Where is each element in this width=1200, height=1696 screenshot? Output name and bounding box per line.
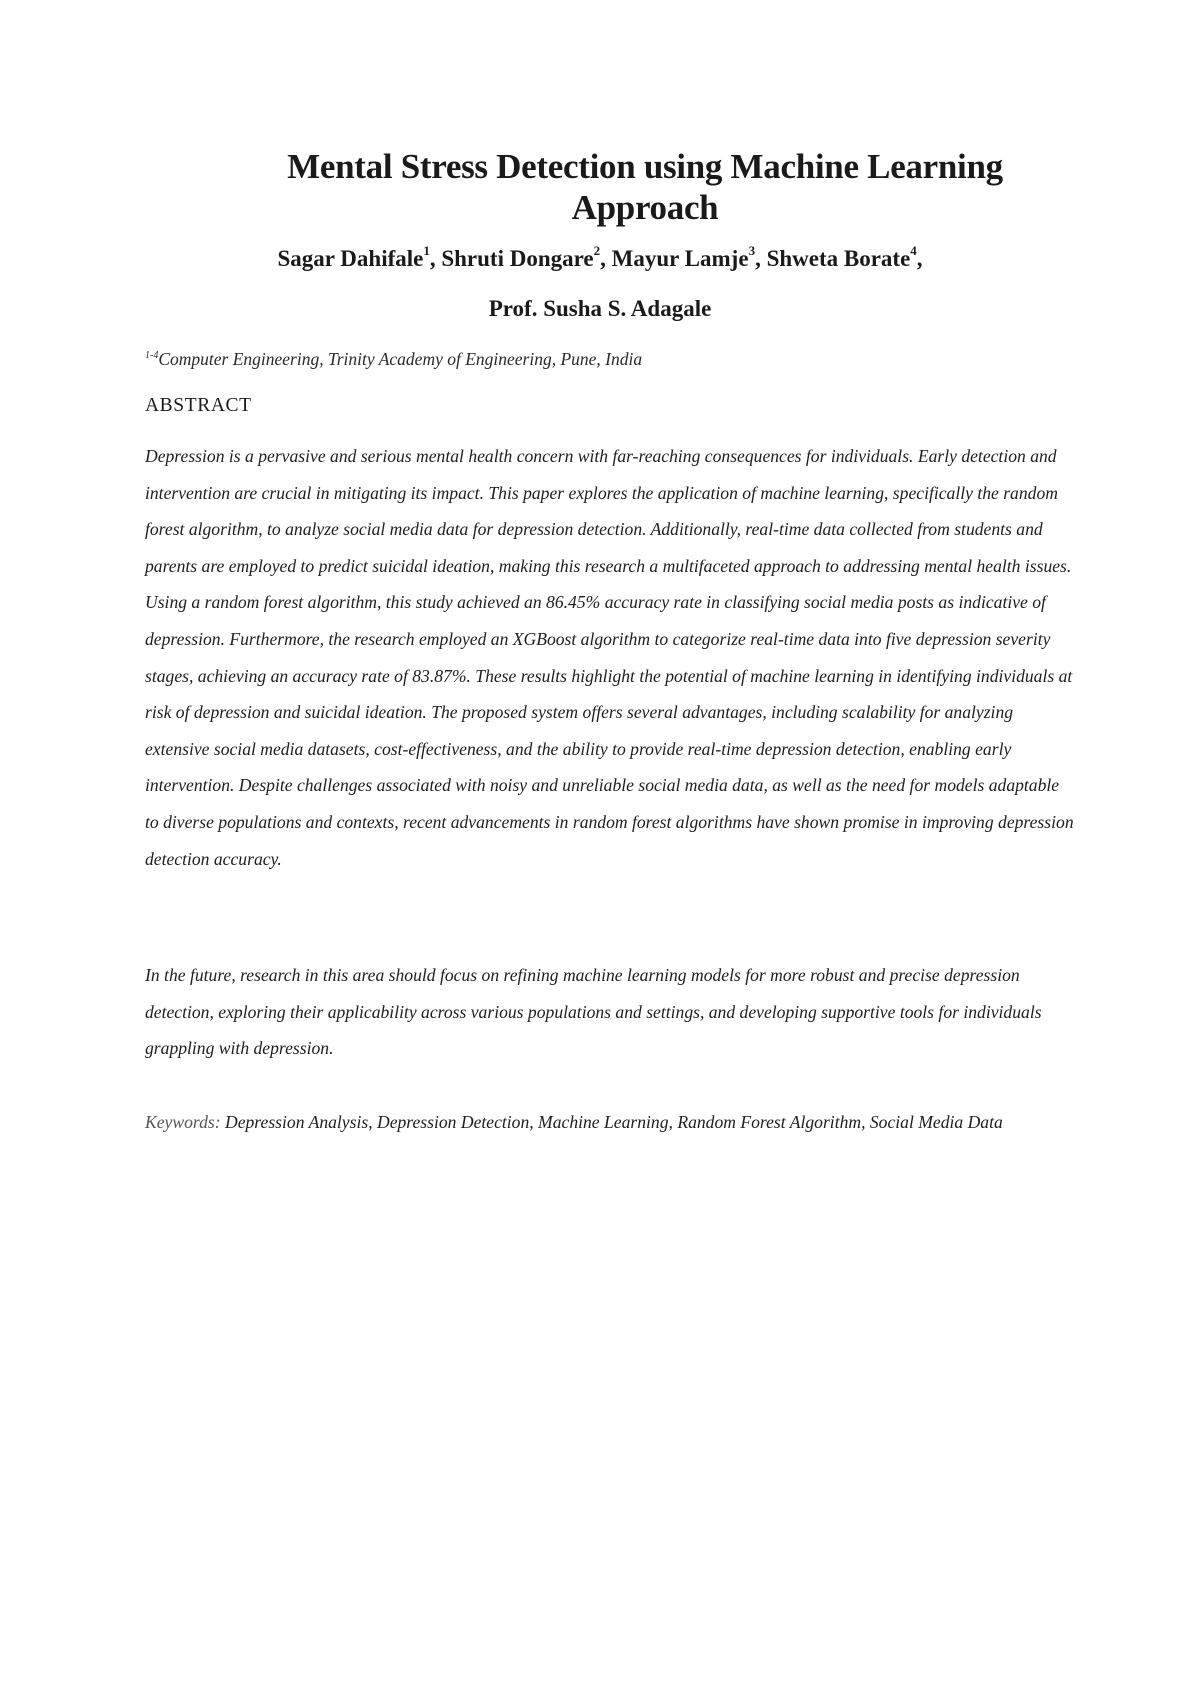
author-affiliation-mark: 2 [593, 243, 601, 259]
author-supervisor: Prof. Susha S. Adagale [488, 296, 712, 321]
keywords-label: Keywords: [145, 1112, 221, 1132]
abstract-paragraph-future: In the future, research in this area should focus on refining machine learning models for more robust and precise depression detection, exploring their applicability across various populations and settings, and developing supportive tools for individuals grappling with depression. [145, 965, 1042, 1059]
affiliation-text: Computer Engineering, Trinity Academy of Engineering, Pune, India [158, 349, 643, 369]
author-name: Sagar Dahifale [277, 246, 424, 271]
author-list: Sagar Dahifale$^1$, Shruti Dongare$^2$, Mayur Lamje$^3$, Shweta Borate$^4$, [277, 243, 923, 271]
author-name: Shweta Borate [766, 246, 911, 271]
affiliation [145, 347, 642, 371]
abstract-paragraph: Depression is a pervasive and serious mental health concern with far-reaching consequences for individuals. Early detection and intervention are crucial in mitigating its impact. This paper explores the application of machine learning, specifically the random forest algorithm, to analyze social media data for depression detection. Additionally, real-time data collected from students and parents are employed to predict suicidal ideation, making this research a multifaceted approach to addressing mental health issues. Using a random forest algorithm, this study achieved an 86.45% accuracy rate in classifying social media posts as indicative of depression. Furthermore, the research employed an XGBoost algorithm to categorize real-time data into five depression severity stages, achieving an accuracy rate of 83.87%. These results highlight the potential of machine learning in identifying individuals at risk of depression and suicidal ideation. The proposed system offers several advantages, including scalability for analyzing extensive social media datasets, cost-effectiveness, and the ability to provide real-time depression detection, enabling early intervention. Despite challenges associated with noisy and unreliable social media data, as well as the need for models adaptable to diverse populations and contexts, recent advancements in random forest algorithms have shown promise in improving depression detection accuracy. [145, 446, 1074, 869]
keywords [145, 1104, 1065, 1140]
author-affiliation-mark: 3 [748, 243, 756, 259]
paper-title: Mental Stress Detection using Machine Learning Approach [287, 147, 1003, 227]
abstract-heading: ABSTRACT [145, 395, 252, 416]
author-affiliation-mark: 1 [423, 243, 430, 259]
author-name: Shruti Dongare [441, 246, 594, 271]
author-name: Mayur Lamje [611, 246, 749, 271]
affiliation-marker: 1-4 [145, 350, 159, 362]
keywords-text: Depression Analysis, Depression Detection, Machine Learning, Random Forest Algorithm, Social Media Data [225, 1112, 1003, 1132]
author-affiliation-mark: 4 [910, 243, 917, 259]
